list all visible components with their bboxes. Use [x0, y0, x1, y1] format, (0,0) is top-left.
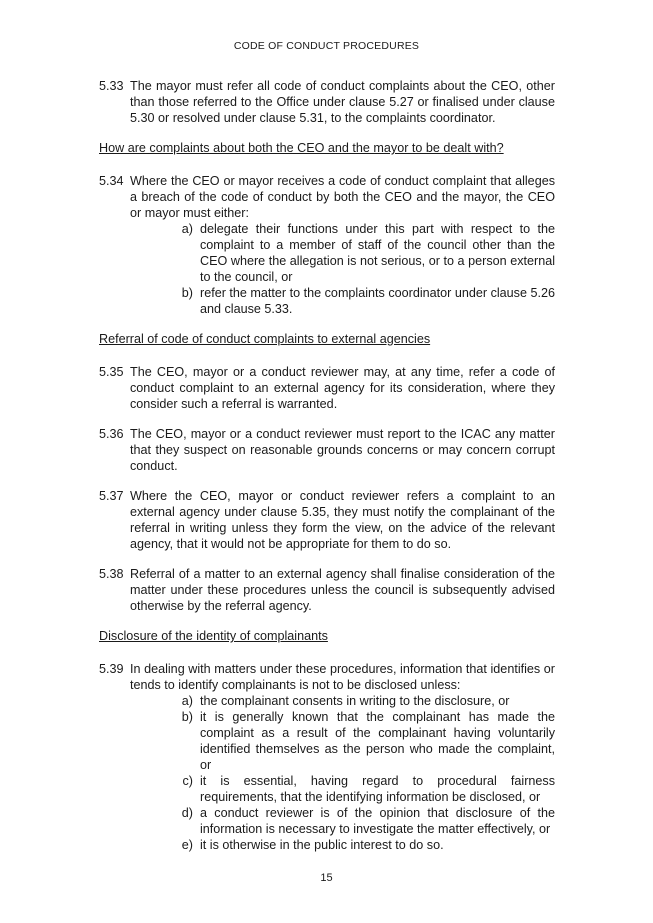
sub-item [175, 693, 555, 709]
clause-text: Referral of a matter to an external agency shall finalise consideration of the matter under these procedures unless the council is subsequently advised otherwise by the referral agency. [130, 567, 555, 613]
clause-text: The CEO, mayor or a conduct reviewer may, at any time, refer a code of conduct complaint to an external agency for its consideration, where they consider such a referral is warranted. [130, 365, 555, 411]
sub-item-text: refer the matter to the complaints coordinator under clause 5.26 and clause 5.33. [200, 286, 555, 316]
sub-item-letter: d) [181, 806, 193, 820]
sub-item [175, 837, 555, 853]
section-heading: How are complaints about both the CEO and the mayor to be dealt with? [99, 141, 504, 155]
sub-item-text: the complainant consents in writing to the disclosure, or [200, 694, 510, 708]
clause-number: 5.39 [99, 662, 124, 676]
sub-item [175, 221, 555, 285]
sub-item-text: it is generally known that the complainant has made the complaint as a result of the complainant having voluntarily identified themselves as the person who made the complaint, or [200, 710, 555, 772]
clause-5-38 [99, 566, 555, 614]
sub-item-letter: e) [181, 838, 193, 852]
clause-5-39 [99, 661, 555, 853]
sub-item-letter: b) [181, 710, 193, 724]
page-number: 15 [320, 872, 333, 884]
clause-number: 5.38 [99, 567, 124, 581]
clause-body [130, 173, 555, 317]
clause-number: 5.33 [99, 79, 124, 93]
sub-item-text: a conduct reviewer is of the opinion that disclosure of the information is necessary to investigate the matter effectively, or [200, 806, 555, 836]
clause-text: Where the CEO or mayor receives a code of conduct complaint that alleges a breach of the code of conduct by both the CEO and the mayor, the CEO or mayor must either: [130, 174, 555, 220]
clause-text: The mayor must refer all code of conduct complaints about the CEO, other than those referred to the Office under clause 5.27 or finalised under clause 5.30 or resolved under clause 5.31, to the complaints coordinator. [130, 79, 555, 125]
sub-item [175, 773, 555, 805]
clause-5-35 [99, 364, 555, 412]
section-heading: Referral of code of conduct complaints to external agencies [99, 332, 431, 346]
clause-text: The CEO, mayor or a conduct reviewer must report to the ICAC any matter that they suspect on reasonable grounds concerns or may concern corrupt conduct. [130, 427, 555, 473]
sub-item-letter: a) [181, 222, 193, 236]
clause-text: In dealing with matters under these procedures, information that identifies or tends to identify complainants is not to be disclosed unless: [130, 662, 555, 692]
sub-item-list [175, 693, 555, 853]
sub-item-text: it is otherwise in the public interest to do so. [200, 838, 444, 852]
page-content [99, 78, 555, 867]
sub-item-letter: c) [182, 774, 193, 788]
clause-number: 5.35 [99, 365, 124, 379]
sub-item-letter: b) [181, 286, 193, 300]
clause-5-36 [99, 426, 555, 474]
sub-item-text: it is essential, having regard to procedural fairness requirements, that the identifying information be disclosed, or [200, 774, 555, 804]
clause-5-37 [99, 488, 555, 552]
sub-item-text: delegate their functions under this part with respect to the complaint to a member of staff of the council other than the CEO where the allegation is not serious, or to a person external to the council, or [200, 222, 555, 284]
clause-5-34 [99, 173, 555, 317]
sub-item-list [175, 221, 555, 317]
clause-number: 5.34 [99, 174, 124, 188]
sub-item [175, 805, 555, 837]
sub-item [175, 709, 555, 773]
sub-item [175, 285, 555, 317]
page-header: CODE OF CONDUCT PROCEDURES [233, 40, 420, 52]
clause-body [130, 661, 555, 853]
section-heading: Disclosure of the identity of complainants [99, 629, 328, 643]
clause-5-33 [99, 78, 555, 126]
sub-item-letter: a) [181, 694, 193, 708]
clause-text: Where the CEO, mayor or conduct reviewer refers a complaint to an external agency under clause 5.35, they must notify the complainant of the referral in writing unless they form the view, on the advice of the relevant agency, that it would not be appropriate for them to do so. [130, 489, 555, 551]
clause-number: 5.37 [99, 489, 124, 503]
clause-number: 5.36 [99, 427, 124, 441]
